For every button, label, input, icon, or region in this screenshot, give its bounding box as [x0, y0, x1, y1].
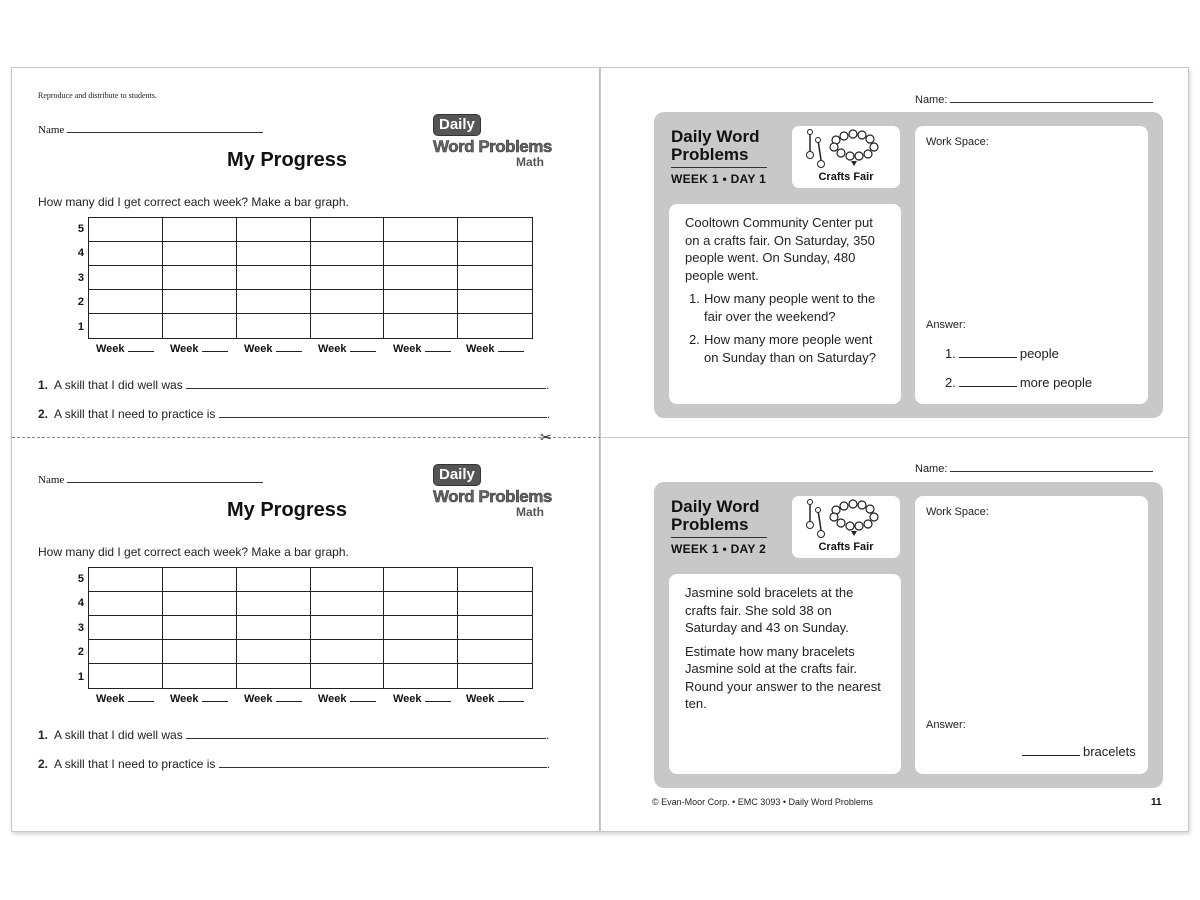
page-number: 11 [1151, 797, 1162, 808]
answer-line[interactable]: bracelets [1019, 744, 1136, 759]
name-field[interactable]: Name [38, 124, 263, 136]
x-label-week: Week [244, 343, 302, 355]
x-label-week: Week [96, 693, 154, 705]
word-problem-card-day2 [654, 482, 1163, 788]
y-label: 3 [77, 272, 84, 284]
x-label-week: Week [318, 343, 376, 355]
y-label: 5 [77, 223, 84, 235]
progress-sheet-bottom [12, 438, 601, 808]
y-label: 5 [77, 573, 84, 585]
card-header: Daily Word Problems WEEK 1 • DAY 1 [671, 128, 789, 186]
y-label: 2 [77, 296, 84, 308]
theme-label: Crafts Fair [818, 541, 874, 553]
right-page [600, 67, 1189, 832]
y-label: 3 [77, 622, 84, 634]
skill-prompt-1[interactable]: 1. A skill that I did well was . [38, 728, 550, 742]
y-label: 4 [77, 247, 84, 259]
answer-label: Answer: [926, 319, 966, 331]
name-field[interactable]: Name: [915, 463, 1153, 475]
page-title: My Progress [227, 499, 348, 521]
skill-prompt-1[interactable]: 1. A skill that I did well was . [38, 378, 550, 392]
footer-copyright: © Evan-Moor Corp. • EMC 3093 • Daily Word Problems [652, 797, 873, 807]
answer-label: Answer: [926, 719, 966, 731]
problem-text-box [669, 204, 901, 404]
answer-line-2[interactable]: 2. more people [945, 375, 1093, 390]
card-header: Daily Word Problems WEEK 1 • DAY 2 [671, 498, 789, 556]
problem-text: Estimate how many bracelets Jasmine sold at the crafts fair. Round your answer to the nearest ten. [685, 643, 881, 711]
y-label: 1 [77, 321, 84, 333]
theme-badge [792, 126, 900, 188]
week-day-label: WEEK 1 • DAY 1 [671, 172, 767, 186]
problem-text-box [669, 574, 901, 774]
y-label: 2 [77, 646, 84, 658]
skill-prompt-2[interactable]: 2. A skill that I need to practice is . [38, 407, 551, 421]
name-field[interactable]: Name: [915, 94, 1153, 106]
progress-sheet-top [12, 68, 601, 438]
problem-text: Cooltown Community Center put on a crafts fair. On Saturday, 350 people went. On Sunday, 480 people went. [685, 215, 875, 283]
left-page [11, 67, 600, 832]
x-label-week: Week [170, 343, 228, 355]
daily-word-problems-logo: Daily Word Problems Math [433, 466, 552, 519]
word-problem-card-day1 [654, 112, 1163, 418]
work-space-box[interactable] [915, 496, 1148, 774]
skill-prompt-2[interactable]: 2. A skill that I need to practice is . [38, 757, 551, 771]
answer-line-1[interactable]: 1. people [945, 346, 1059, 361]
bracelet-icon [804, 498, 888, 542]
work-space-label: Work Space: [926, 506, 989, 518]
graph-instruction: How many did I get correct each week? Make a bar graph. [38, 545, 349, 559]
x-label-week: Week [96, 343, 154, 355]
bracelet-icon [804, 128, 888, 172]
theme-badge [792, 496, 900, 558]
scissors-icon: ✂ [540, 429, 552, 445]
work-space-box[interactable] [915, 126, 1148, 404]
daily-word-problems-logo: Daily Word Problems Math [433, 116, 552, 169]
x-label-week: Week [318, 693, 376, 705]
x-label-week: Week [466, 343, 524, 355]
x-label-week: Week [244, 693, 302, 705]
bar-graph-grid[interactable] [88, 567, 533, 689]
page-divider [601, 437, 1190, 438]
y-label: 4 [77, 597, 84, 609]
y-label: 1 [77, 671, 84, 683]
x-label-week: Week [466, 693, 524, 705]
x-label-week: Week [393, 343, 451, 355]
name-field[interactable]: Name [38, 474, 263, 486]
bar-graph-grid[interactable] [88, 217, 533, 339]
week-day-label: WEEK 1 • DAY 2 [671, 542, 767, 556]
reproduce-note: Reproduce and distribute to students. [38, 91, 157, 100]
x-label-week: Week [393, 693, 451, 705]
problem-text: Jasmine sold bracelets at the crafts fair. She sold 38 on Saturday and 43 on Sunday. [685, 585, 854, 635]
question-item: 2. How many more people went on Sunday than on Saturday? [689, 332, 877, 365]
x-label-week: Week [170, 693, 228, 705]
graph-instruction: How many did I get correct each week? Make a bar graph. [38, 195, 349, 209]
work-space-label: Work Space: [926, 136, 989, 148]
page-title: My Progress [227, 149, 348, 171]
question-item: 1. How many people went to the fair over the weekend? [689, 291, 876, 324]
theme-label: Crafts Fair [818, 171, 874, 183]
